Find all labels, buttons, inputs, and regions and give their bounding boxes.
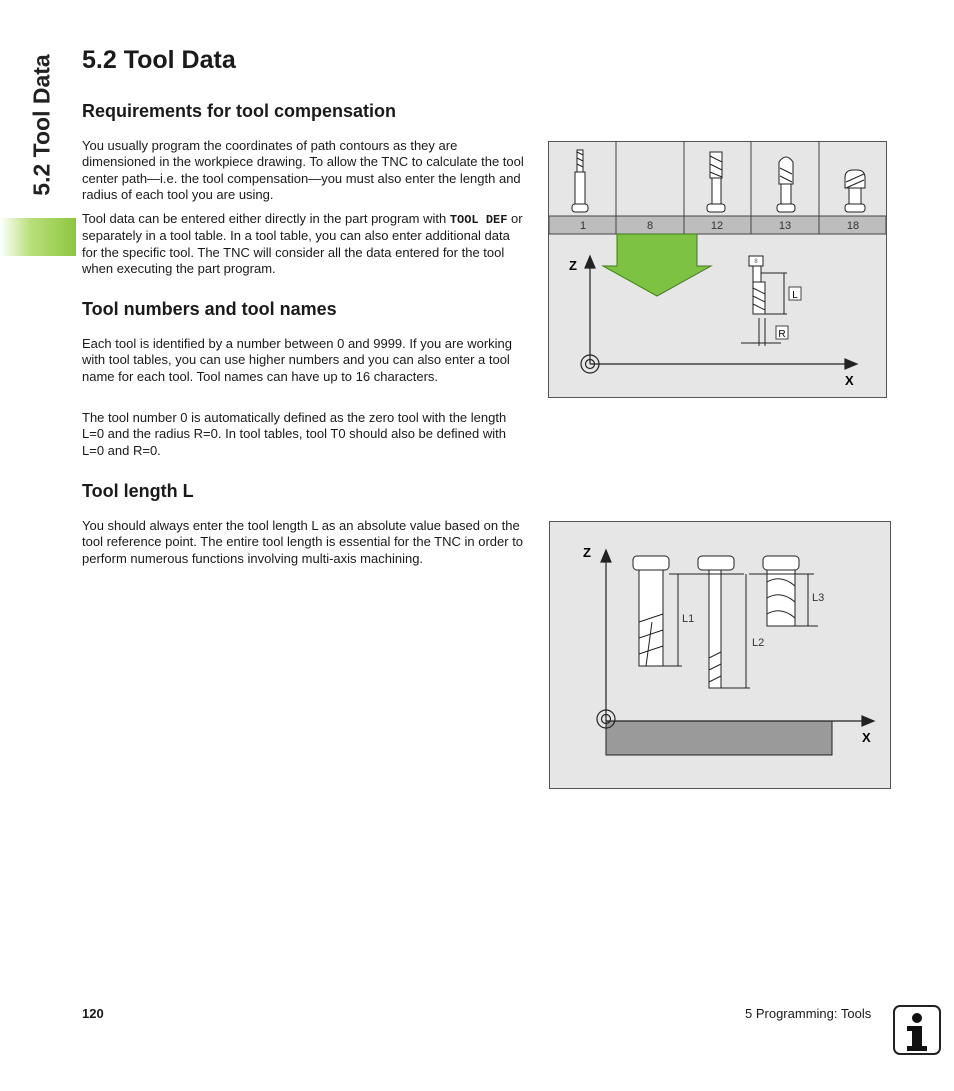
heading-requirements: Requirements for tool compensation <box>82 101 397 121</box>
tool-number-label: 18 <box>846 220 860 232</box>
x-axis-label: X <box>862 730 871 745</box>
tool-tag-label: 8 <box>754 259 758 265</box>
end-mill-tool-l1 <box>633 556 669 666</box>
radius-label: R <box>778 329 786 340</box>
page-number: 120 <box>82 1006 104 1021</box>
paragraph: The tool number 0 is automatically defined as the zero tool with the length L=0 and the radius R=0. In tool tables, tool T0 should also be defined with L=0 and R=0. <box>82 410 507 458</box>
z-axis-label: Z <box>583 545 591 560</box>
drill-tool-1 <box>572 150 588 212</box>
footer-chapter: 5 Programming: Tools <box>745 1006 872 1021</box>
spiral-mill-tool-18 <box>845 170 865 212</box>
info-icon[interactable] <box>893 1005 941 1055</box>
workpiece <box>606 721 832 755</box>
tool-number-label: 13 <box>778 220 792 232</box>
figure-tool-length-drawing <box>550 522 890 788</box>
x-axis-label: X <box>845 373 854 388</box>
length-label-l2: L2 <box>752 637 765 649</box>
end-mill-tool-12 <box>707 152 725 212</box>
info-glyph <box>895 1007 939 1053</box>
tool-number-label: 8 <box>646 220 654 232</box>
page-title: 5.2 Tool Data <box>82 46 236 74</box>
side-chapter-label: 5.2 Tool Data <box>28 54 55 196</box>
paragraph: Tool data can be entered either directly in the part program with TOOL DEF or separately in a tool table. In a tool table, you can also enter additional data for the specific tool. The TNC will consider all the data entered for the tool when executing the part program. <box>82 211 523 276</box>
selection-arrow <box>603 234 711 296</box>
heading-tool-length: Tool length L <box>82 481 194 501</box>
length-label: L <box>792 290 798 301</box>
ball-mill-tool-13 <box>777 157 795 212</box>
tool-number-label: 1 <box>579 220 587 232</box>
figure-tool-compensation <box>548 141 887 398</box>
z-axis-label: Z <box>569 258 577 273</box>
figure-tool-compensation-drawing <box>549 142 886 397</box>
heading-tool-numbers: Tool numbers and tool names <box>82 299 337 319</box>
chapter-tab-marker <box>0 218 76 256</box>
spiral-mill-tool-l3 <box>763 556 799 626</box>
tool-number-label: 12 <box>710 220 724 232</box>
drill-tool-l2 <box>698 556 734 688</box>
figure-tool-length <box>549 521 891 789</box>
length-label-l1: L1 <box>682 613 695 625</box>
paragraph: You usually program the coordinates of path contours as they are dimensioned in the workpiece drawing. To allow the TNC to calculate the tool center path—i.e. the tool compensation—you must also enter the length and radius of each tool you are using. <box>82 138 524 202</box>
paragraph: You should always enter the tool length L as an absolute value based on the tool reference point. The entire tool length is essential for the TNC in order to perform numerous functions involving multi-axis machining. <box>82 518 524 566</box>
paragraph: Each tool is identified by a number between 0 and 9999. If you are working with tool tables, you can use higher numbers and you can also enter a tool name for each tool. Tool names can have up to 16 characters. <box>82 336 512 384</box>
code-tool-def: TOOL DEF <box>449 213 508 227</box>
length-label-l3: L3 <box>812 592 825 604</box>
